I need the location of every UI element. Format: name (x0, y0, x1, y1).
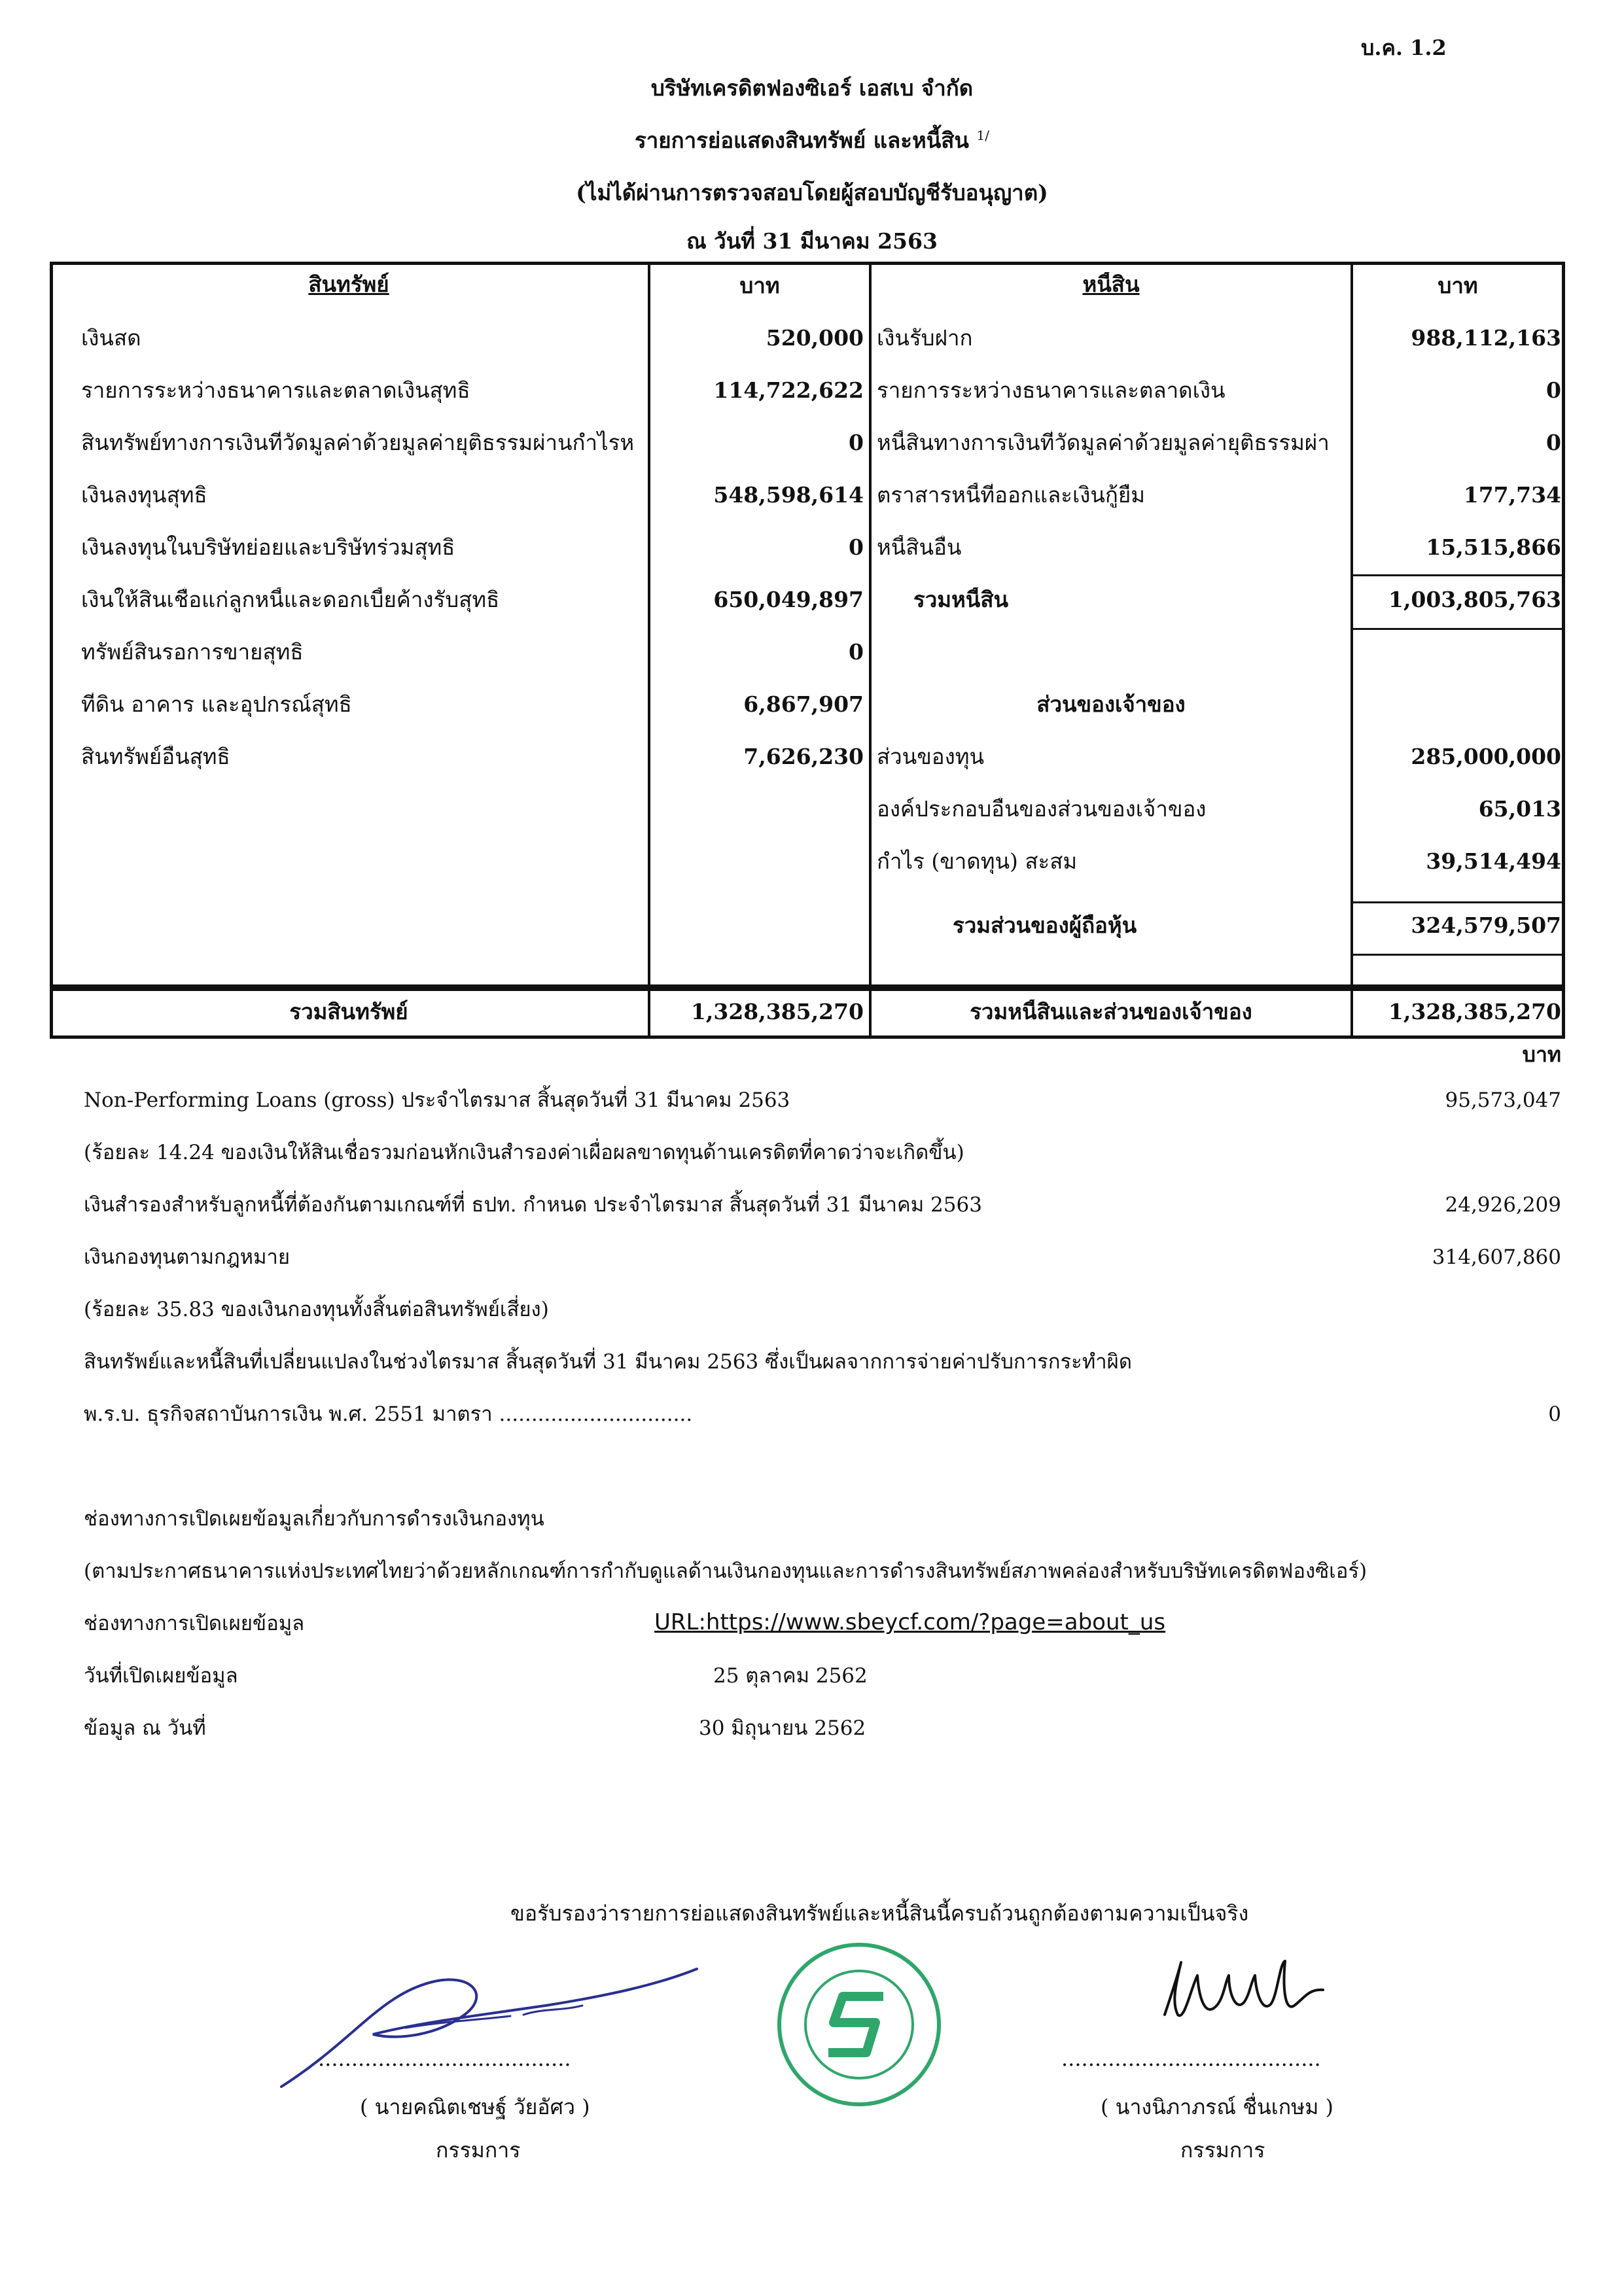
notes-unit: บาท (1522, 1042, 1561, 1067)
liability-label: หนี้สินอื่น (877, 535, 962, 560)
table-frame (50, 262, 1565, 988)
title-footnote: 1/ (976, 128, 989, 143)
asset-label: สินทรัพย์ทางการเงินที่วัดมูลค่าด้วยมูลค่ายุติธรรมผ่านกำไรห (81, 430, 635, 455)
report-title (0, 123, 1624, 158)
change-line-2: พ.ร.บ. ธุรกิจสถาบันการเงิน พ.ศ. 2551 มาตรา .............................. (84, 1402, 693, 1426)
disclosure-channel-label: ช่องทางการเปิดเผยข้อมูล (84, 1612, 305, 1635)
total-liab-equity-value: 1,328,385,270 (1388, 1000, 1561, 1024)
liability-value: 0 (1546, 430, 1561, 455)
rule (1352, 628, 1562, 630)
disclosure-basis: (ตามประกาศธนาคารแห่งประเทศไทยว่าด้วยหลักเกณฑ์การกำกับดูแลด้านเงินกองทุนและการดำรงสินทรัพย์สภาพคล่องสำหรับบริษัทเครดิตฟองซิเอร์) (84, 1559, 1368, 1583)
data-asof-value: 30 มิถุนายน 2562 (699, 1716, 866, 1740)
disclosure-url-link[interactable]: URL:https://www.sbeycf.com/?page=about_us (654, 1609, 1166, 1635)
total-liabilities-value: 1,003,805,763 (1388, 587, 1561, 612)
disclosure-heading: ช่องทางการเปิดเผยข้อมูลเกี่ยวกับการดำรงเงินกองทุน (84, 1507, 544, 1531)
change-line-1: สินทรัพย์และหนี้สินที่เปลี่ยนแปลงในช่วงไตรมาส สิ้นสุดวันที่ 31 มีนาคม 2563 ซึ่งเป็นผลจากการจ่ายค่าปรับการกระทำผิด (84, 1350, 1132, 1374)
report-date: ณ วันที่ 31 มีนาคม 2563 (686, 228, 938, 254)
total-assets-value: 1,328,385,270 (690, 1000, 864, 1024)
signer-right-name: ( นางนิภาภรณ์ ชื่นเกษม ) (1101, 2095, 1333, 2119)
asset-value: 650,049,897 (713, 587, 864, 612)
form-code: บ.ค. 1.2 (1361, 35, 1447, 60)
equity-label: องค์ประกอบอื่นของส่วนของเจ้าของ (877, 797, 1207, 822)
disclosure-date-value: 25 ตุลาคม 2562 (713, 1664, 868, 1688)
assets-currency-header: บาท (739, 273, 780, 298)
liability-label: เงินรับฝาก (877, 326, 973, 351)
asset-label: รายการระหว่างธนาคารและตลาดเงินสุทธิ (81, 378, 470, 403)
assets-header: สินทรัพย์ (308, 272, 389, 297)
rule (1352, 954, 1562, 956)
signature-right-line: ....................................... (1061, 2046, 1321, 2071)
asset-value: 0 (849, 535, 864, 560)
signature-right (1152, 1949, 1348, 2028)
total-equity-label: รวมส่วนของผู้ถือหุ้น (953, 913, 1137, 938)
total-equity-value: 324,579,507 (1411, 913, 1561, 938)
asset-value: 520,000 (766, 326, 864, 351)
liability-value: 177,734 (1463, 483, 1561, 508)
certification-statement: ขอรับรองว่ารายการย่อแสดงสินทรัพย์และหนี้สินนี้ครบถ้วนถูกต้องตามความเป็นจริง (510, 1901, 1249, 1926)
liability-label: ตราสารหนี้ที่ออกและเงินกู้ยืม (877, 483, 1146, 508)
asset-label: เงินลงทุนสุทธิ (81, 483, 207, 508)
equity-label: ส่วนของทุน (877, 744, 985, 769)
asset-value: 114,722,622 (713, 378, 864, 403)
change-value: 0 (1548, 1402, 1561, 1426)
signature-left-drawing (275, 1943, 707, 2100)
capital-value: 314,607,860 (1432, 1245, 1561, 1269)
capital-percentage: (ร้อยละ 35.83 ของเงินกองทุนทั้งสิ้นต่อสินทรัพย์เสี่ยง) (84, 1298, 549, 1321)
report-title-text: รายการย่อแสดงสินทรัพย์ และหนี้สิน (635, 128, 969, 153)
asset-value: 0 (849, 640, 864, 665)
liability-value: 15,515,866 (1426, 535, 1561, 560)
asset-label: เงินลงทุนในบริษัทย่อยและบริษัทร่วมสุทธิ (81, 535, 455, 560)
equity-value: 65,013 (1478, 797, 1561, 822)
asset-label: ทรัพย์สินรอการขายสุทธิ (81, 640, 304, 665)
liability-label: รายการระหว่างธนาคารและตลาดเงิน (877, 378, 1226, 403)
equity-label: กำไร (ขาดทุน) สะสม (877, 849, 1078, 874)
liabilities-header: หนี้สิน (1082, 272, 1140, 297)
liability-value: 988,112,163 (1411, 326, 1561, 351)
liability-label: หนี้สินทางการเงินที่วัดมูลค่าด้วยมูลค่ายุติธรรมผ่า (877, 430, 1330, 455)
total-liab-equity-label: รวมหนี้สินและส่วนของเจ้าของ (970, 1000, 1252, 1024)
divider (869, 262, 872, 1039)
asset-label: เงินสด (81, 326, 141, 351)
signer-left-title: กรรมการ (436, 2138, 521, 2163)
company-stamp (771, 1936, 947, 2113)
asset-value: 6,867,907 (743, 692, 864, 717)
npl-percentage: (ร้อยละ 14.24 ของเงินให้สินเชื่อรวมก่อนหักเงินสำรองค่าเผื่อผลขาดทุนด้านเครดิตที่คาดว่าจะเกิดขึ้น) (84, 1141, 964, 1164)
rule (1352, 901, 1562, 903)
liabilities-currency-header: บาท (1438, 273, 1478, 298)
company-name: บริษัทเครดิตฟองซิเอร์ เอสเบ จำกัด (650, 75, 974, 101)
reserve-label: เงินสำรองสำหรับลูกหนี้ที่ต้องกันตามเกณฑ์ที่ ธปท. กำหนด ประจำไตรมาส สิ้นสุดวันที่ 31 มีนาคม 2563 (84, 1193, 982, 1217)
equity-value: 39,514,494 (1426, 849, 1561, 874)
asset-label: สินทรัพย์อื่นสุทธิ (81, 744, 230, 769)
npl-value: 95,573,047 (1445, 1088, 1561, 1112)
npl-label: Non-Performing Loans (gross) ประจำไตรมาส สิ้นสุดวันที่ 31 มีนาคม 2563 (84, 1088, 790, 1112)
company-stamp-icon (771, 1936, 947, 2113)
signature-left-line: ...................................... (318, 2046, 571, 2071)
equity-value: 285,000,000 (1411, 744, 1561, 769)
liability-value: 0 (1546, 378, 1561, 403)
capital-label: เงินกองทุนตามกฎหมาย (84, 1245, 291, 1269)
reserve-value: 24,926,209 (1445, 1193, 1561, 1217)
asset-label: เงินให้สินเชื่อแก่ลูกหนี้และดอกเบี้ยค้างรับสุทธิ (81, 587, 500, 612)
signature-left (275, 1943, 707, 2100)
asset-label: ที่ดิน อาคาร และอุปกรณ์สุทธิ (81, 692, 352, 717)
asset-value: 7,626,230 (743, 744, 864, 769)
report-subtitle: (ไม่ได้ผ่านการตรวจสอบโดยผู้สอบบัญชีรับอนุญาต) (576, 180, 1048, 205)
asset-value: 548,598,614 (713, 483, 864, 508)
equity-header: ส่วนของเจ้าของ (1036, 692, 1186, 717)
signer-right-title: กรรมการ (1180, 2138, 1265, 2163)
rule (1352, 574, 1562, 576)
asset-value: 0 (849, 430, 864, 455)
total-assets-label: รวมสินทรัพย์ (289, 1000, 408, 1024)
signer-left-name: ( นายคณิตเชษฐ์ วัยอัศว ) (360, 2095, 590, 2119)
balance-sheet-table (50, 262, 1565, 1039)
signature-right-drawing (1152, 1949, 1348, 2028)
disclosure-date-label: วันที่เปิดเผยข้อมูล (84, 1664, 238, 1688)
total-liabilities-label: รวมหนี้สิน (913, 587, 1009, 612)
data-asof-label: ข้อมูล ณ วันที่ (84, 1716, 206, 1740)
